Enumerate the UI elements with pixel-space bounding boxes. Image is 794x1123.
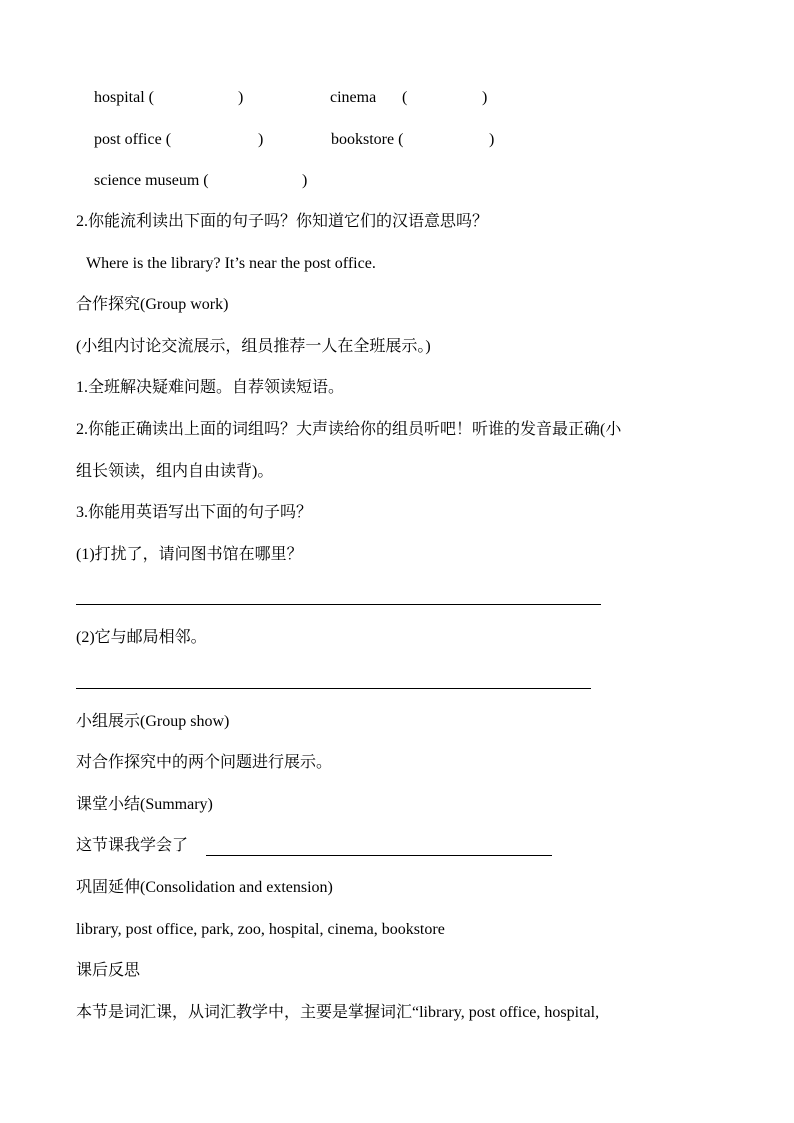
group-work-item-3-1: (1)打扰了，请问图书馆在哪里？ [76,546,303,563]
vocab-science-museum-close: ) [302,172,308,189]
answer-line-2[interactable] [76,688,591,689]
summary-text: 这节课我学会了 [76,837,189,854]
reflection-text: 本节是词汇课，从词汇教学中，主要是掌握词汇“library, post office, hospital, [76,1004,600,1021]
vocab-bookstore-close: ) [489,131,495,148]
vocab-post-office-close: ) [258,131,264,148]
consolidation-words: library, post office, park, zoo, hospital, cinema, bookstore [76,921,445,938]
group-work-item-3: 3.你能用英语写出下面的句子吗？ [76,504,313,521]
question-2-sentence: Where is the library? It’s near the post office. [86,255,376,272]
vocab-hospital: hospital ( [94,89,154,106]
vocab-post-office: post office ( [94,131,172,148]
reflection-title: 课后反思 [76,962,141,979]
vocab-bookstore: bookstore ( [331,131,404,148]
group-work-item-2: 2.你能正确读出上面的词组吗？大声读给你的组员听吧！听谁的发音最正确(小 [76,421,622,438]
vocab-hospital-close: ) [238,89,244,106]
group-work-title: 合作探究(Group work) [76,296,229,313]
consolidation-title: 巩固延伸(Consolidation and extension) [76,879,333,896]
question-2: 2.你能流利读出下面的句子吗？你知道它们的汉语意思吗？ [76,213,489,230]
group-work-note: (小组内讨论交流展示，组员推荐一人在全班展示。) [76,338,431,355]
group-work-item-1: 1.全班解决疑难问题。自荐领读短语。 [76,379,345,396]
answer-line-1[interactable] [76,604,601,605]
group-show-text: 对合作探究中的两个问题进行展示。 [76,754,333,771]
summary-title: 课堂小结(Summary) [76,796,213,813]
group-work-item-3-2: (2)它与邮局相邻。 [76,629,207,646]
vocab-cinema-close: ) [482,89,488,106]
vocab-cinema: cinema [330,89,377,106]
group-work-item-2-cont: 组长领读，组内自由读背)。 [76,463,274,480]
vocab-cinema-open: ( [402,89,408,106]
vocab-science-museum: science museum ( [94,172,209,189]
group-show-title: 小组展示(Group show) [76,713,230,730]
summary-answer-line[interactable] [206,855,552,856]
